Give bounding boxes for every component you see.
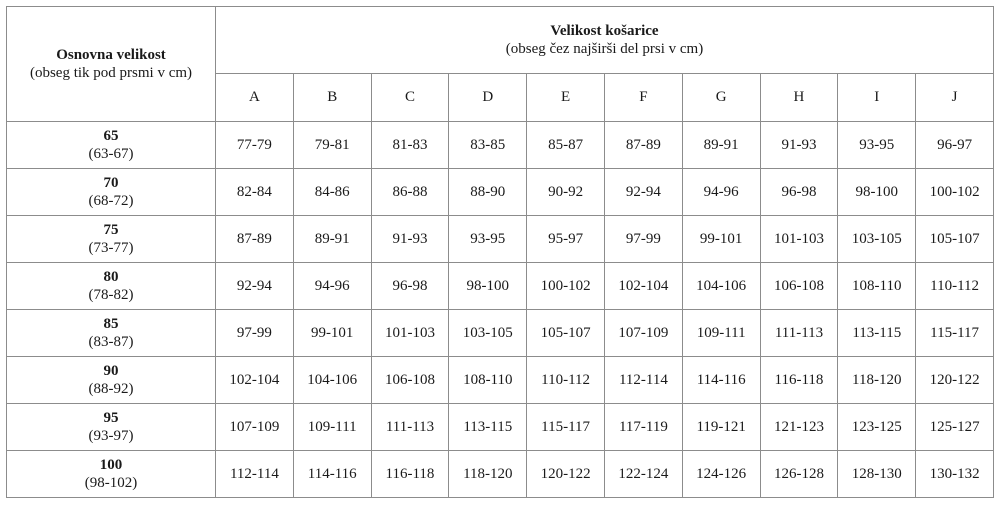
table-row <box>7 404 994 451</box>
cup-range-cell: 120-122 <box>527 451 605 498</box>
base-size-cell <box>7 310 216 357</box>
base-size-value: 70 <box>103 175 119 191</box>
cup-range-cell: 103-105 <box>449 310 527 357</box>
cup-range-cell: 104-106 <box>293 357 371 404</box>
base-size-header <box>7 7 216 122</box>
cup-range-cell: 111-113 <box>371 404 449 451</box>
base-size-range: (93-97) <box>88 428 134 444</box>
cup-range-cell: 123-125 <box>838 404 916 451</box>
base-size-value: 65 <box>103 128 119 144</box>
base-size-range: (73-77) <box>88 240 134 256</box>
base-size-range: (83-87) <box>88 334 134 350</box>
cup-range-cell: 84-86 <box>293 169 371 216</box>
cup-range-cell: 113-115 <box>838 310 916 357</box>
base-size-cell <box>7 357 216 404</box>
cup-range-cell: 83-85 <box>449 122 527 169</box>
cup-range-cell: 86-88 <box>371 169 449 216</box>
base-size-title: Osnovna velikost <box>56 47 166 63</box>
cup-range-cell: 95-97 <box>527 216 605 263</box>
cup-range-cell: 97-99 <box>216 310 294 357</box>
cup-range-cell: 85-87 <box>527 122 605 169</box>
cup-range-cell: 119-121 <box>682 404 760 451</box>
cup-size-title: Velikost košarice <box>550 23 659 39</box>
cup-range-cell: 89-91 <box>682 122 760 169</box>
cup-range-cell: 94-96 <box>293 263 371 310</box>
cup-range-cell: 108-110 <box>449 357 527 404</box>
cup-range-cell: 116-118 <box>760 357 838 404</box>
cup-range-cell: 96-98 <box>371 263 449 310</box>
cup-range-cell: 103-105 <box>838 216 916 263</box>
cup-range-cell: 115-117 <box>916 310 994 357</box>
base-size-value: 90 <box>103 363 119 379</box>
cup-range-cell: 81-83 <box>371 122 449 169</box>
table-row <box>7 122 994 169</box>
cup-range-cell: 114-116 <box>682 357 760 404</box>
cup-range-cell: 87-89 <box>216 216 294 263</box>
cup-range-cell: 110-112 <box>916 263 994 310</box>
base-size-cell <box>7 169 216 216</box>
cup-range-cell: 98-100 <box>449 263 527 310</box>
base-size-cell <box>7 263 216 310</box>
cup-range-cell: 122-124 <box>604 451 682 498</box>
table-row <box>7 357 994 404</box>
cup-range-cell: 100-102 <box>527 263 605 310</box>
cup-range-cell: 106-108 <box>371 357 449 404</box>
cup-range-cell: 118-120 <box>449 451 527 498</box>
base-size-range: (98-102) <box>84 475 138 491</box>
base-size-value: 100 <box>99 457 123 473</box>
cup-range-cell: 96-98 <box>760 169 838 216</box>
cup-letter-j: J <box>916 74 994 122</box>
base-size-value: 75 <box>103 222 119 238</box>
cup-range-cell: 110-112 <box>527 357 605 404</box>
cup-range-cell: 79-81 <box>293 122 371 169</box>
cup-size-header <box>216 7 994 74</box>
base-size-cell <box>7 404 216 451</box>
base-size-cell <box>7 122 216 169</box>
table-row <box>7 169 994 216</box>
cup-range-cell: 93-95 <box>838 122 916 169</box>
cup-range-cell: 128-130 <box>838 451 916 498</box>
cup-range-cell: 90-92 <box>527 169 605 216</box>
cup-range-cell: 115-117 <box>527 404 605 451</box>
cup-range-cell: 117-119 <box>604 404 682 451</box>
table-header <box>7 7 994 122</box>
cup-range-cell: 89-91 <box>293 216 371 263</box>
cup-range-cell: 100-102 <box>916 169 994 216</box>
cup-range-cell: 93-95 <box>449 216 527 263</box>
cup-range-cell: 118-120 <box>838 357 916 404</box>
cup-range-cell: 126-128 <box>760 451 838 498</box>
cup-letter-a: A <box>216 74 294 122</box>
cup-range-cell: 112-114 <box>604 357 682 404</box>
cup-range-cell: 109-111 <box>293 404 371 451</box>
cup-range-cell: 82-84 <box>216 169 294 216</box>
cup-range-cell: 94-96 <box>682 169 760 216</box>
base-size-value: 95 <box>103 410 119 426</box>
cup-letter-h: H <box>760 74 838 122</box>
cup-range-cell: 114-116 <box>293 451 371 498</box>
cup-letter-c: C <box>371 74 449 122</box>
cup-range-cell: 120-122 <box>916 357 994 404</box>
cup-range-cell: 108-110 <box>838 263 916 310</box>
cup-range-cell: 91-93 <box>371 216 449 263</box>
cup-range-cell: 107-109 <box>216 404 294 451</box>
cup-range-cell: 104-106 <box>682 263 760 310</box>
cup-range-cell: 98-100 <box>838 169 916 216</box>
cup-range-cell: 97-99 <box>604 216 682 263</box>
cup-range-cell: 125-127 <box>916 404 994 451</box>
cup-range-cell: 106-108 <box>760 263 838 310</box>
cup-range-cell: 116-118 <box>371 451 449 498</box>
cup-range-cell: 111-113 <box>760 310 838 357</box>
cup-letter-i: I <box>838 74 916 122</box>
cup-range-cell: 124-126 <box>682 451 760 498</box>
base-size-cell <box>7 451 216 498</box>
bra-size-table <box>6 6 994 498</box>
cup-range-cell: 101-103 <box>371 310 449 357</box>
cup-range-cell: 99-101 <box>682 216 760 263</box>
cup-letter-g: G <box>682 74 760 122</box>
cup-range-cell: 99-101 <box>293 310 371 357</box>
cup-range-cell: 87-89 <box>604 122 682 169</box>
cup-range-cell: 77-79 <box>216 122 294 169</box>
cup-range-cell: 112-114 <box>216 451 294 498</box>
base-size-value: 80 <box>103 269 119 285</box>
cup-range-cell: 91-93 <box>760 122 838 169</box>
cup-range-cell: 88-90 <box>449 169 527 216</box>
cup-range-cell: 121-123 <box>760 404 838 451</box>
cup-range-cell: 102-104 <box>604 263 682 310</box>
table-row <box>7 310 994 357</box>
base-size-cell <box>7 216 216 263</box>
cup-range-cell: 105-107 <box>527 310 605 357</box>
cup-range-cell: 96-97 <box>916 122 994 169</box>
table-row <box>7 216 994 263</box>
cup-range-cell: 102-104 <box>216 357 294 404</box>
cup-letter-d: D <box>449 74 527 122</box>
cup-range-cell: 130-132 <box>916 451 994 498</box>
table-body <box>7 122 994 498</box>
cup-range-cell: 107-109 <box>604 310 682 357</box>
base-size-range: (88-92) <box>88 381 134 397</box>
cup-range-cell: 113-115 <box>449 404 527 451</box>
cup-range-cell: 101-103 <box>760 216 838 263</box>
base-size-subtitle: (obseg tik pod prsmi v cm) <box>29 65 193 81</box>
cup-letter-b: B <box>293 74 371 122</box>
cup-range-cell: 105-107 <box>916 216 994 263</box>
base-size-range: (63-67) <box>88 146 134 162</box>
cup-size-subtitle: (obseg čez najširši del prsi v cm) <box>505 41 704 57</box>
cup-letter-f: F <box>604 74 682 122</box>
cup-range-cell: 92-94 <box>604 169 682 216</box>
base-size-value: 85 <box>103 316 119 332</box>
base-size-range: (78-82) <box>88 287 134 303</box>
cup-range-cell: 92-94 <box>216 263 294 310</box>
base-size-range: (68-72) <box>88 193 134 209</box>
table-row <box>7 451 994 498</box>
cup-range-cell: 109-111 <box>682 310 760 357</box>
cup-letter-e: E <box>527 74 605 122</box>
table-row <box>7 263 994 310</box>
